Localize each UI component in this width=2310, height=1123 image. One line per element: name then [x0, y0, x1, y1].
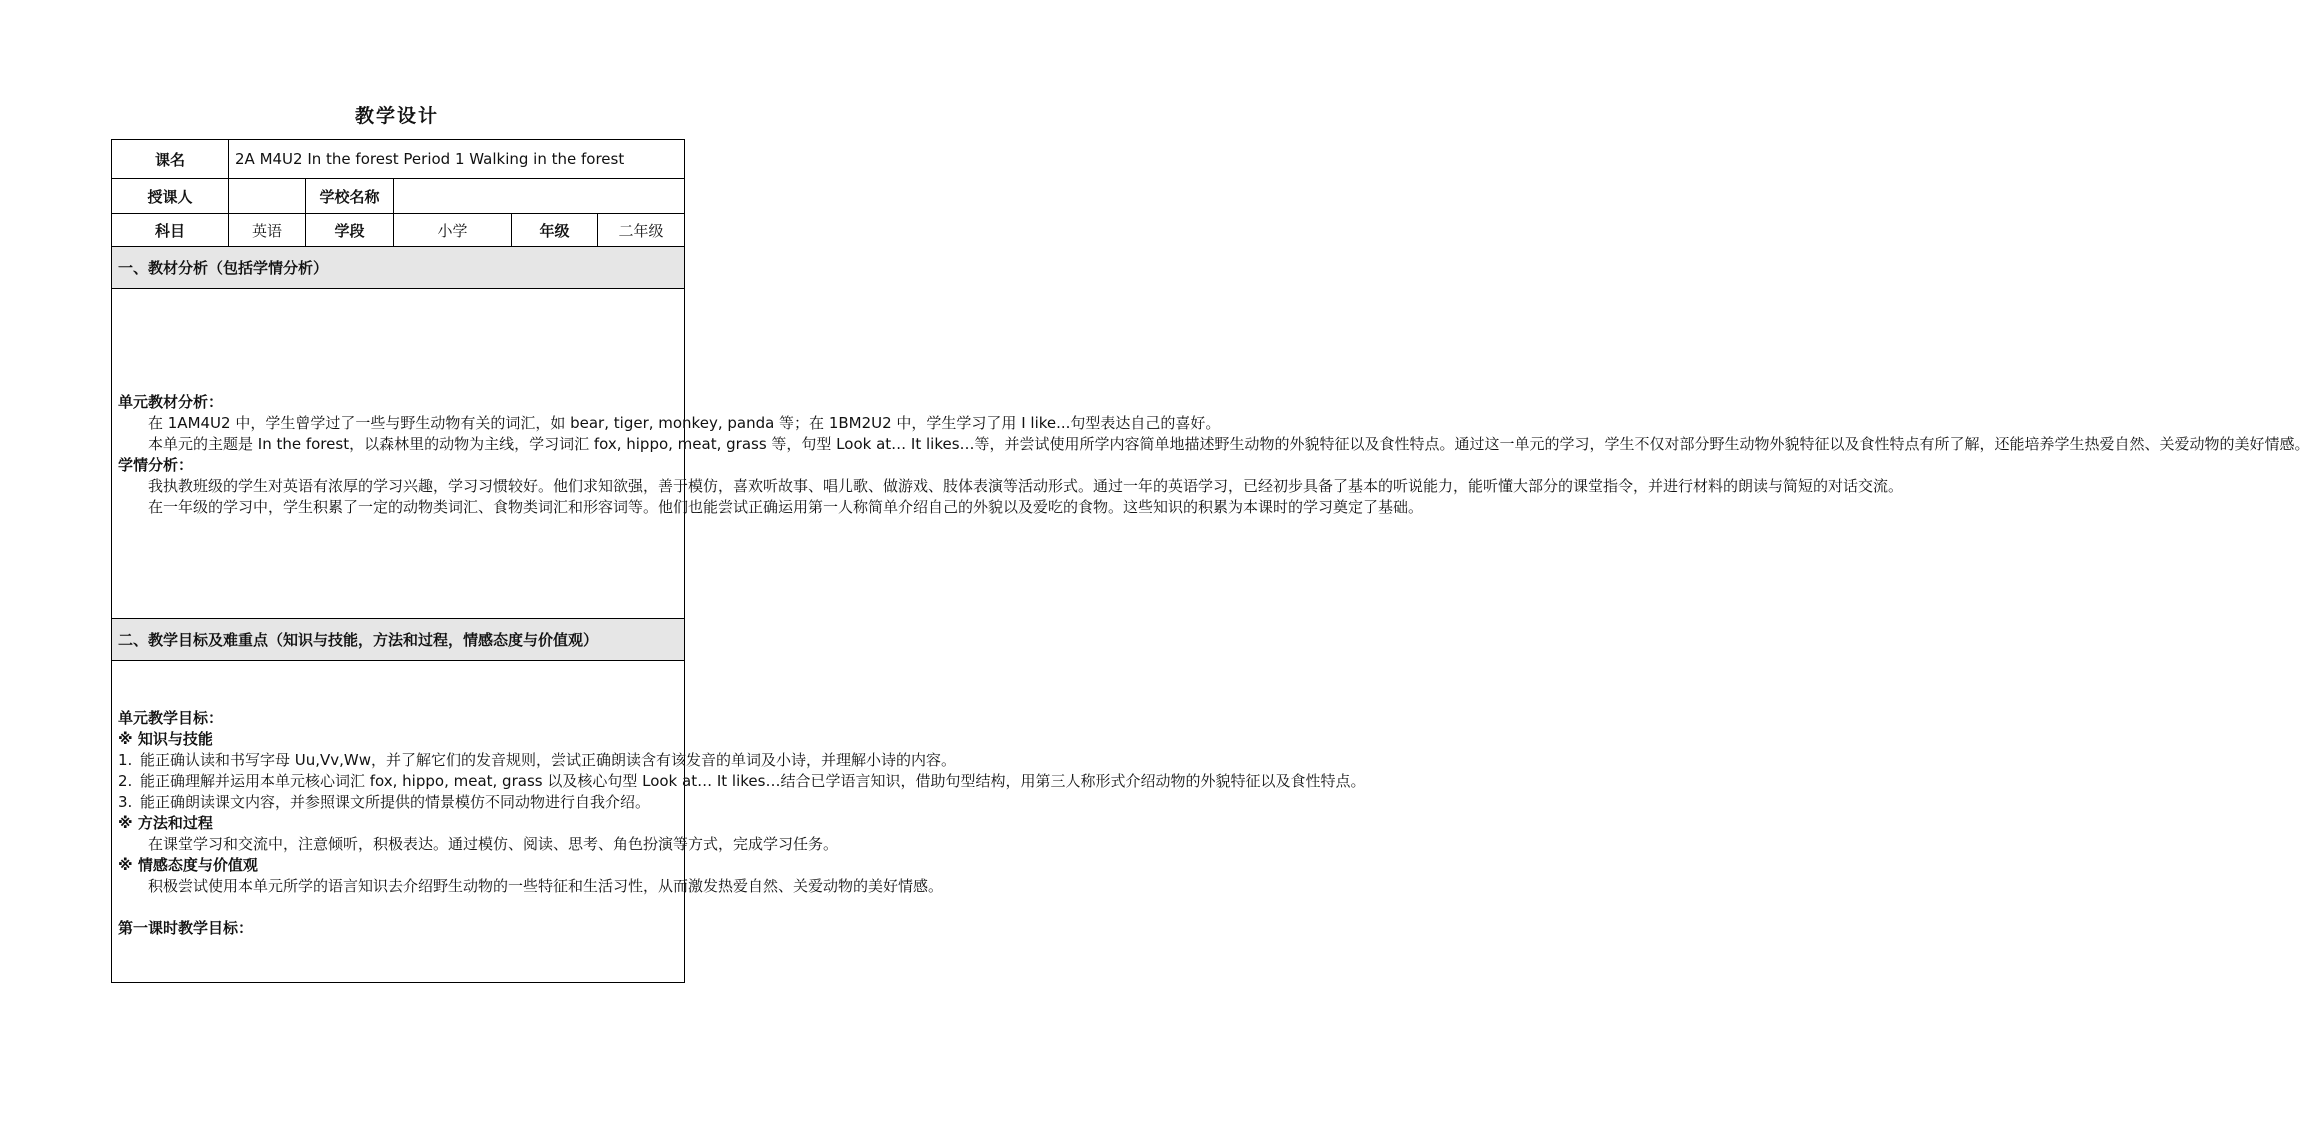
reference-mark-icon: ※ [118, 813, 133, 832]
document-title: 教学设计 [354, 105, 439, 127]
grade-label: 年级 [512, 214, 598, 247]
method-process-heading [118, 813, 678, 834]
goal-item [118, 750, 957, 771]
course-label: 课名 [112, 140, 229, 179]
section-1-title: 一、教材分析（包括学情分析） [112, 247, 685, 289]
spacer [118, 897, 678, 918]
teacher-value [229, 179, 306, 214]
goal-text: 能正确认读和书写字母 Uu,Vv,Ww，并了解它们的发音规则，尝试正确朗读含有该发音的单词及小诗，并理解小诗的内容。 [140, 750, 957, 769]
subject-label: 科目 [112, 214, 229, 247]
goal-text: 能正确理解并运用本单元核心词汇 fox, hippo, meat, grass 以及核心句型 Look at… It likes…结合已学语言知识，借助句型结构，用第三人称形式介绍动物的外貌特征以及食性特点。 [140, 771, 1366, 790]
method-process-paragraph: 在课堂学习和交流中，注意倾听，积极表达。通过模仿、阅读、思考、角色扮演等方式，完成学习任务。 [148, 834, 839, 853]
unit-analysis-heading: 单元教材分析： [118, 393, 224, 411]
unit-goals-heading: 单元教学目标： [118, 708, 224, 727]
goal-number: 1. [118, 750, 133, 769]
attitude-values-heading [118, 855, 678, 876]
learner-analysis-heading: 学情分析： [118, 456, 194, 474]
goal-number: 3. [118, 792, 133, 811]
goal-item [118, 771, 1366, 792]
course-value: 2A M4U2 In the forest Period 1 Walking in the forest [229, 140, 685, 179]
section-2-content [112, 661, 1366, 983]
knowledge-skills-label: 知识与技能 [137, 729, 213, 748]
reference-mark-icon: ※ [118, 855, 133, 874]
teacher-label: 授课人 [112, 179, 229, 214]
learner-analysis-paragraph-1: 我执教班级的学生对英语有浓厚的学习兴趣，学习习惯较好。他们求知欲强，善于模仿，喜欢听故事、唱儿歌、做游戏、肢体表演等活动形式。通过一年的英语学习，已经初步具备了基本的听说能力，能听懂大部分的课堂指令，并进行材料的朗读与简短的对话交流。 [148, 477, 1904, 495]
school-value [394, 179, 685, 214]
unit-analysis-paragraph-1: 在 1AM4U2 中，学生曾学过了一些与野生动物有关的词汇，如 bear, tiger, monkey, panda 等；在 1BM2U2 中，学生学习了用 I like...句型表达自己的喜好。 [148, 414, 1221, 432]
subject-value: 英语 [229, 214, 306, 247]
school-label: 学校名称 [306, 179, 394, 214]
attitude-values-label: 情感态度与价值观 [137, 855, 258, 874]
knowledge-skills-heading [118, 729, 678, 750]
period-goals-heading: 第一课时教学目标： [118, 918, 254, 937]
learner-analysis-paragraph-2: 在一年级的学习中，学生积累了一定的动物类词汇、食物类词汇和形容词等。他们也能尝试正确运用第一人称简单介绍自己的外貌以及爱吃的食物。这些知识的积累为本课时的学习奠定了基础。 [148, 498, 1424, 516]
lesson-plan-table [111, 139, 2310, 983]
attitude-values-paragraph: 积极尝试使用本单元所学的语言知识去介绍野生动物的一些特征和生活习性，从而激发热爱自然、关爱动物的美好情感。 [148, 876, 944, 895]
reference-mark-icon: ※ [118, 729, 133, 748]
method-process-label: 方法和过程 [137, 813, 213, 832]
goal-number: 2. [118, 771, 133, 790]
unit-analysis-paragraph-2: 本单元的主题是 In the forest，以森林里的动物为主线，学习词汇 fox, hippo, meat, grass 等，句型 Look at… It likes…等，并尝试使用所学内容简单地描述野生动物的外貌特征以及食性特点。通过这一单元的学习，学生不仅对部分野生动物外貌特征以及食性特点有所了解，还能培养学生热爱自然、关爱动物的美好情感。 [148, 435, 2310, 453]
goal-text: 能正确朗读课文内容，并参照课文所提供的情景模仿不同动物进行自我介绍。 [140, 792, 651, 811]
section-1-content [112, 289, 2310, 619]
stage-label: 学段 [306, 214, 394, 247]
grade-value: 二年级 [598, 214, 685, 247]
goal-item [118, 792, 678, 813]
section-2-title: 二、教学目标及难重点（知识与技能，方法和过程，情感态度与价值观） [112, 619, 685, 661]
stage-value: 小学 [394, 214, 512, 247]
